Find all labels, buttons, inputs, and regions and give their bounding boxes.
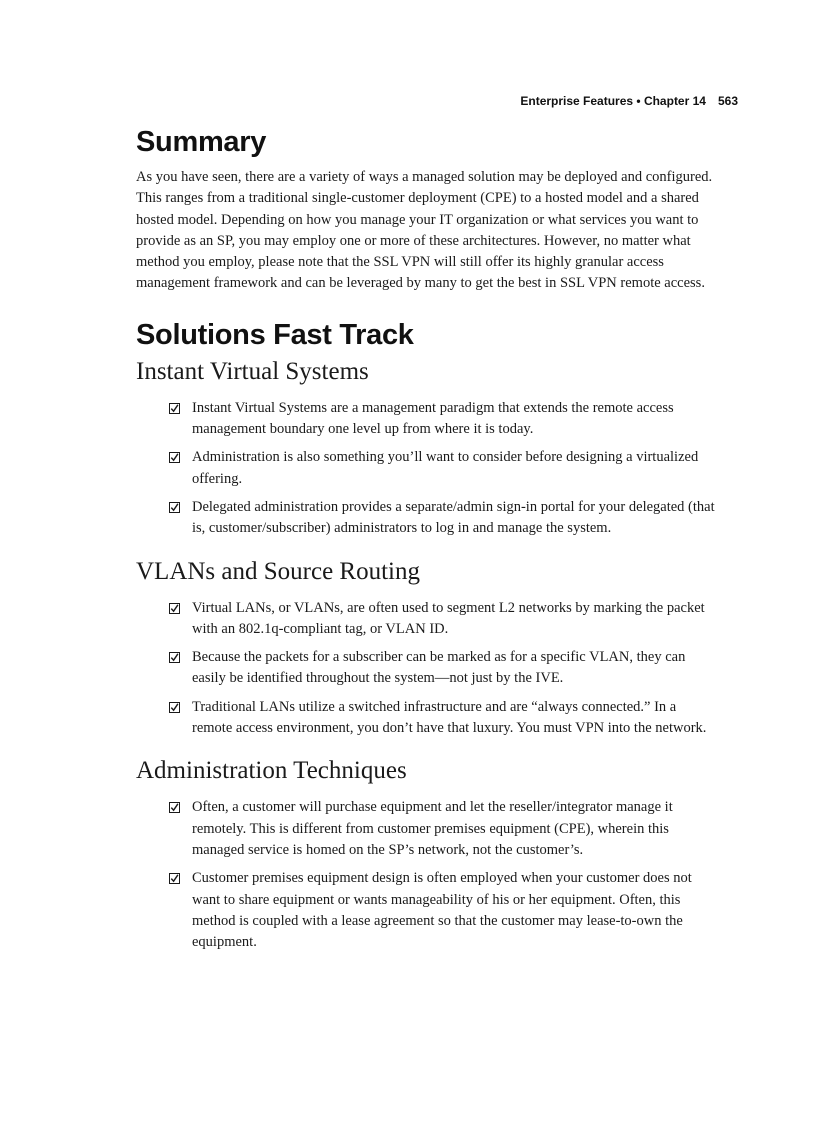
subsection-title-vlans-and-source-routing: VLANs and Source Routing (136, 557, 420, 585)
list-item-text: Because the packets for a subscriber can be marked as for a specific VLAN, they can easily be identified throughout the system—not just by the IVE. (192, 649, 686, 687)
checked-box-icon (169, 403, 180, 414)
checklist-vlans-and-source-routing (136, 598, 716, 740)
list-item (136, 797, 716, 861)
page-number: 563 (717, 94, 738, 108)
list-item-text: Often, a customer will purchase equipment and let the reseller/integrator manage it remotely. This is different from customer premises equipment (CPE), wherein this managed service is homed on the SP’s network, not the customer’s. (192, 799, 673, 858)
list-item-text: Virtual LANs, or VLANs, are often used to segment L2 networks by marking the packet with an 802.1q-compliant tag, or VLAN ID. (192, 599, 705, 637)
list-item-text: Traditional LANs utilize a switched infrastructure and are “always connected.” In a remote access environment, you don’t have that luxury. You must VPN into the network. (192, 698, 707, 737)
running-header (520, 94, 738, 108)
list-item (136, 398, 716, 441)
checked-box-icon (169, 502, 180, 513)
checked-box-icon (169, 873, 180, 884)
checked-box-icon (169, 603, 180, 614)
checked-box-icon (169, 652, 180, 663)
checked-box-icon (169, 802, 180, 813)
list-item-text: Instant Virtual Systems are a management paradigm that extends the remote access management boundary one level up from where it is today. (192, 399, 674, 438)
list-item (136, 697, 716, 740)
running-title: Enterprise Features • Chapter 14 (520, 94, 706, 108)
list-item-text: Administration is also something you’ll want to consider before designing a virtualized offering. (192, 449, 699, 487)
page-content (136, 124, 716, 960)
list-item (136, 598, 716, 641)
list-item (136, 647, 716, 690)
fast-track-heading: Solutions Fast Track (136, 318, 414, 351)
list-item-text: Delegated administration provides a separate/admin sign-in portal for your delegated (that is, customer/subscriber) administrators to log in and manage the system. (192, 498, 715, 537)
checked-box-icon (169, 702, 180, 713)
subsection-title-administration-techniques: Administration Techniques (136, 757, 407, 785)
list-item (136, 497, 716, 540)
checklist-instant-virtual-systems (136, 398, 716, 540)
subsection-title-instant-virtual-systems: Instant Virtual Systems (136, 357, 369, 385)
list-item (136, 447, 716, 490)
checklist-administration-techniques (136, 797, 716, 953)
list-item (136, 868, 716, 953)
summary-paragraph: As you have seen, there are a variety of ways a managed solution may be deployed and configured. This ranges from a traditional single-customer deployment (CPE) to a hosted model and a shared hosted model. Depending on how you manage your IT organization or what services you want to provide as an SP, you may employ one or more of these architectures. However, no matter what method you employ, please note that the SSL VPN will still offer its highly granular access management framework and can be leveraged by many to get the best in SSL VPN remote access. (136, 169, 713, 292)
checked-box-icon (169, 452, 180, 463)
summary-heading: Summary (136, 126, 267, 158)
list-item-text: Customer premises equipment design is often employed when your customer does not want to share equipment or wants manageability of his or her equipment. Often, this method is coupled with a lease agreement so that the customer may lease-to-own the equipment. (192, 870, 692, 951)
